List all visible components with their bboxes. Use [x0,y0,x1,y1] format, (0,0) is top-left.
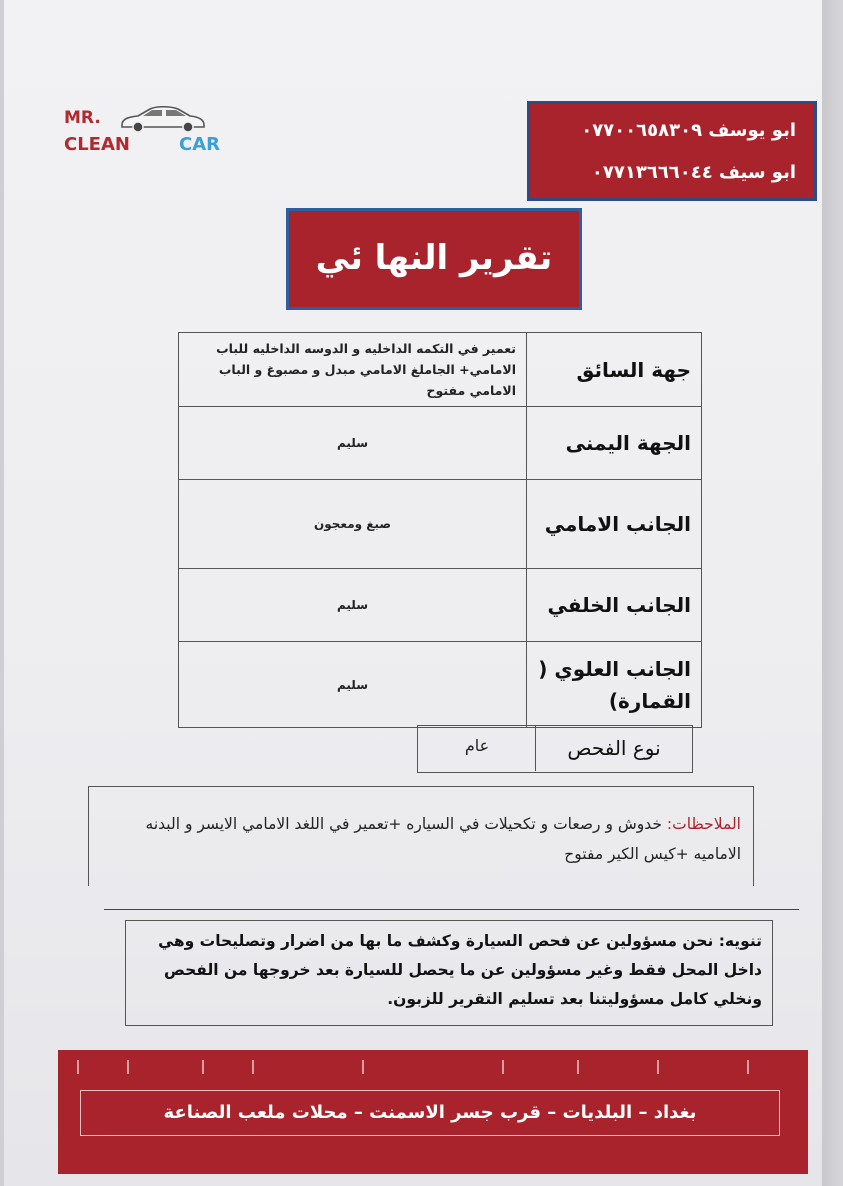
logo-car: CAR [179,134,221,155]
phone-line-1: ابو يوسف ٠٧٧٠٠٦٥٨٣٠٩ [581,120,796,141]
notes-label: الملاحظات: [666,815,741,833]
inspection-type-box [417,725,693,773]
logo-clean: CLEAN [64,134,130,155]
table-row [179,407,702,480]
inspection-type-value: عام [464,736,490,755]
company-logo [64,104,221,164]
phone-line-2: ابو سيف ٠٧٧١٣٦٦٦٠٤٤ [591,162,796,183]
report-page [4,0,822,1186]
table-row [179,333,702,407]
divider [104,909,799,910]
row-value: سليم [179,407,527,480]
car-icon [116,104,208,134]
row-value: سليم [179,569,527,642]
logo-mr: MR. [64,108,101,128]
row-label: الجهة اليمنى [527,407,702,480]
notes-box [88,786,754,886]
report-table [178,332,702,728]
table-row [179,569,702,642]
report-title: تقرير النها ئي [286,208,582,310]
table-row [179,480,702,569]
row-label: جهة السائق [527,333,702,407]
row-value: تعمير في التكمه الداخليه و الدوسه الداخليه للباب الامامي+ الجاملغ الامامي مبدل و مصبوغ و الباب الامامي مفتوح [179,333,527,407]
notes-text: خدوش و رصعات و تكحيلات في السياره +تعمير في اللغد الامامي الايسر و البدنه الاماميه +كيس الكير مفتوح [145,815,741,863]
inspection-type-label: نوع الفحص [535,726,692,771]
footer-band [58,1050,808,1174]
footer-address: بغداد – البلديات – قرب جسر الاسمنت – محلات ملعب الصناعة [80,1090,780,1136]
row-label: الجانب الخلفي [527,569,702,642]
footer-decoration [58,1050,808,1080]
page-edge [822,0,843,1186]
row-label: الجانب الامامي [527,480,702,569]
row-value: سليم [179,642,527,728]
row-value: صبغ ومعجون [179,480,527,569]
row-label: الجانب العلوي ( القمارة) [527,642,702,728]
disclaimer-box: تنويه: نحن مسؤولين عن فحص السيارة وكشف ما بها من اضرار وتصليحات وهي داخل المحل فقط وغير مسؤولين عن ما يحصل للسيارة بعد خروجها من الفحص ونخلي كامل مسؤوليتنا بعد تسليم التقرير للزبون. [125,920,773,1026]
table-row [179,642,702,728]
phone-box [527,101,817,201]
